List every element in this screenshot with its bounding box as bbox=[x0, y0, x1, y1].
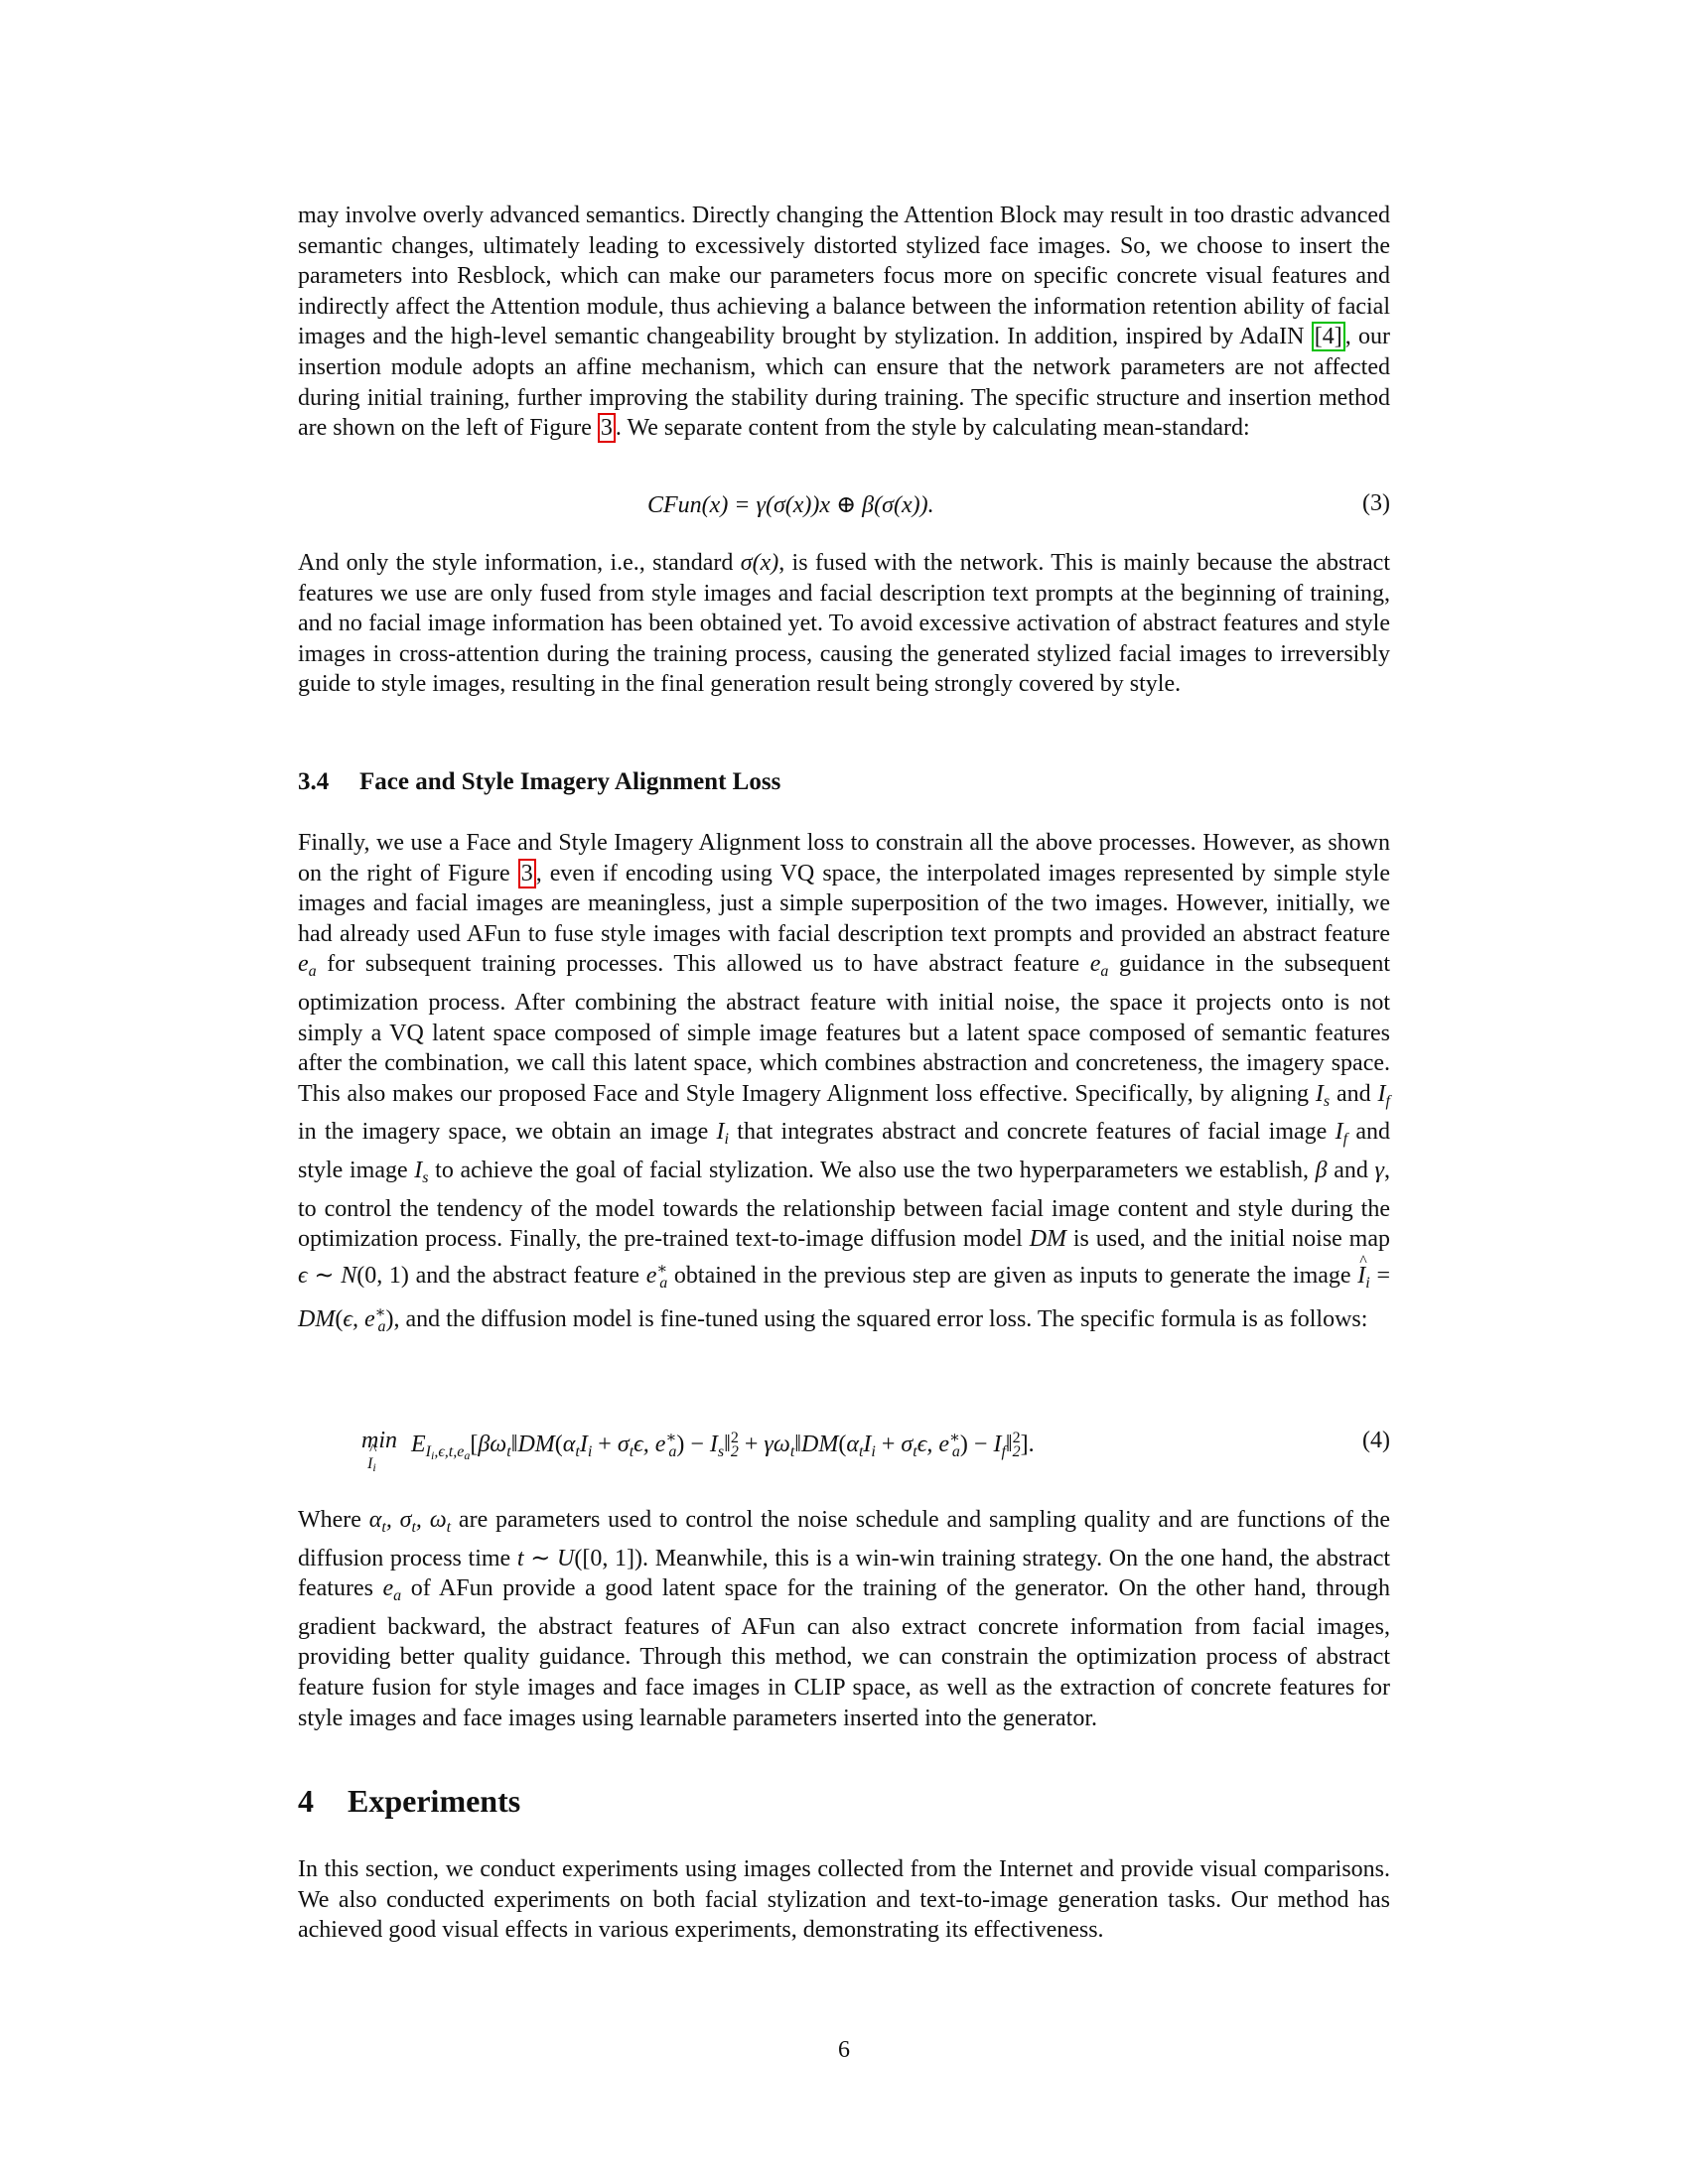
para-text: In this section, we conduct experiments using images collected from the Internet and provide visual comparisons. We also conducted experiments on both facial stylization and text-to-image generation tasks. Our method has achieved good visual effects in various experiments, demonstrating its effectiveness. bbox=[298, 1856, 1390, 1944]
inline-math: DM bbox=[1029, 1226, 1067, 1253]
para-text: And only the style information, i.e., standard bbox=[298, 550, 741, 576]
para-text: and style image bbox=[298, 1119, 1391, 1183]
para-text: . We separate content from the style by calculating mean-standard: bbox=[615, 415, 1250, 442]
paragraph-experiments-intro bbox=[298, 1854, 1390, 1946]
section-number: 4 bbox=[298, 1783, 314, 1819]
para-text: Where bbox=[298, 1507, 369, 1533]
figure-link[interactable]: 3 bbox=[598, 413, 616, 443]
para-text: and bbox=[1330, 1080, 1378, 1107]
citation-link[interactable]: [4] bbox=[1312, 322, 1345, 351]
inline-math: t ∼ U([0, 1]) bbox=[516, 1545, 643, 1571]
para-text: . Meanwhile, this is a win-win training strategy. On the one hand, the abstract features bbox=[298, 1545, 1391, 1602]
inline-math: $e_a$ bbox=[1089, 951, 1109, 981]
para-text: , even if encoding using VQ space, the interpolated images represented by simple style images and facial images are meaningless, just a simple superposition of the two images. However, initially, we had already used AFun to fuse style images with facial description text prompts and provided an abstract feature bbox=[298, 860, 1390, 947]
paragraph-resblock bbox=[298, 201, 1390, 444]
para-text: is used, and the initial noise map bbox=[1066, 1226, 1390, 1253]
paragraph-style-info bbox=[298, 548, 1390, 700]
para-text: that integrates abstract and concrete features of facial image bbox=[728, 1119, 1336, 1146]
inline-math: $I_s$ bbox=[414, 1157, 429, 1186]
para-text: obtained in the previous step are given as inputs to generate the image bbox=[667, 1262, 1358, 1289]
section-title: Experiments bbox=[348, 1783, 521, 1819]
inline-math: $\alpha_t$, $\sigma_t$, $\omega_t$ bbox=[368, 1507, 452, 1536]
equation-3-formula: CFun(x) = γ(σ(x))x ⊕ β(σ(x)). bbox=[647, 492, 934, 518]
inline-math: $e^∗_a$ bbox=[645, 1260, 668, 1292]
section-title: Face and Style Imagery Alignment Loss bbox=[359, 768, 781, 795]
equation-4-formula: $E_{Ii,\epsilon,t,ea}[\beta\omega_t‖DM(\alpha_tI_i + \sigma_t\epsilon$, $e^∗_a$) − $I_s‖^2_2$ + $\gamma\omega_t‖DM(\alpha_tI_i + \sigma_t\epsilon$, $e^∗_a$) − $I_f‖^2_2$]. bbox=[411, 1430, 1035, 1462]
inline-math: γ bbox=[1374, 1157, 1385, 1183]
paragraph-alignment-loss bbox=[298, 828, 1390, 1343]
figure-link[interactable]: 3 bbox=[518, 859, 536, 888]
para-text: , and the diffusion model is fine-tuned using the squared error loss. The specific formula is as follows: bbox=[393, 1306, 1368, 1333]
inline-math: $I_s$ bbox=[1315, 1080, 1331, 1110]
inline-math: ϵ ∼ N(0, 1) bbox=[298, 1262, 409, 1289]
inline-math: β bbox=[1315, 1157, 1328, 1183]
inline-math: $I_i$ bbox=[716, 1119, 729, 1149]
inline-math: $I_f$ bbox=[1335, 1119, 1348, 1149]
para-text: may involve overly advanced semantics. Directly changing the Attention Block may result in too drastic advanced semantic changes, ultimately leading to excessively distorted stylized face images. So, we choose to insert the parameters into Resblock, which can make our parameters focus more on specific concrete visual features and indirectly affect the Attention module, thus achieving a balance between the information retention ability of facial images and the high-level semantic changeability brought by stylization. In addition, inspired by AdaIN bbox=[298, 203, 1390, 350]
inline-math: ^ $I_i = DM(\epsilon$, $e^∗_a$) bbox=[298, 1263, 1390, 1333]
para-text: , our insertion module adopts an affine mechanism, which can ensure that the network parameters are not affected during initial training, further improving the stability during training. The specific structure and insertion method are shown on the left of Figure bbox=[298, 324, 1391, 442]
section-number: 3.4 bbox=[298, 768, 330, 795]
para-text: for subsequent training processes. This allowed us to have abstract feature bbox=[316, 951, 1090, 978]
para-text: in the imagery space, we obtain an image bbox=[298, 1119, 717, 1146]
paragraph-noise-schedule bbox=[298, 1505, 1390, 1733]
para-text: and the abstract feature bbox=[408, 1262, 646, 1289]
para-text: Finally, we use a Face and Style Imagery Alignment loss to constrain all the above processes. However, as shown on the right of Figure bbox=[298, 830, 1390, 887]
equation-4-min: min ^ Ii bbox=[361, 1428, 397, 1454]
equation-4 bbox=[298, 1428, 1390, 1483]
para-text: are parameters used to control the noise schedule and sampling quality and are functions of the diffusion process time bbox=[298, 1507, 1390, 1571]
para-text: , to control the tendency of the model towards the relationship between facial image content and style during the optimization process. Finally, the pre-trained text-to-image diffusion model bbox=[298, 1157, 1391, 1253]
equation-4-number: (4) bbox=[1362, 1428, 1390, 1453]
inline-math: σ(x) bbox=[740, 550, 779, 576]
para-text: guidance in the subsequent optimization process. After combining the abstract feature with initial noise, the space it projects onto is not simply a VQ latent space composed of simple image features but a latent space composed of semantic features after the combination, we call this latent space, which combines abstraction and concreteness, the imagery space. This also makes our proposed Face and Style Imagery Alignment loss effective. Specifically, by aligning bbox=[298, 951, 1390, 1107]
para-text: of AFun provide a good latent space for the training of the generator. On the other hand, through gradient backward, the abstract features of AFun can also extract concrete information from facial images, providing better quality guidance. Through this method, we can constrain the optimization process of abstract feature fusion for style images and face images in CLIP space, as well as the extraction of concrete features for style images and face images using learnable parameters inserted into the generator. bbox=[298, 1575, 1390, 1731]
para-text: , is fused with the network. This is mainly because the abstract features we use are only fused from style images and facial description text prompts at the beginning of training, and no facial image information has been obtained yet. To avoid excessive activation of abstract features and style images in cross-attention during the training process, causing the generated stylized facial images to irreversibly guide to style images, resulting in the final generation result being strongly covered by style. bbox=[298, 550, 1390, 698]
page-number: 6 bbox=[838, 2037, 850, 2063]
section-heading-4 bbox=[298, 1783, 520, 1820]
para-text: and bbox=[1327, 1157, 1375, 1183]
inline-math: $I_f$ bbox=[1377, 1080, 1390, 1110]
section-heading-3-4 bbox=[298, 768, 780, 796]
equation-3-number: (3) bbox=[1362, 490, 1390, 516]
para-text: to achieve the goal of facial stylization. We also use the two hyperparameters we establish, bbox=[428, 1157, 1316, 1183]
inline-math: $e_a$ bbox=[382, 1575, 402, 1605]
inline-math: $e_a$ bbox=[298, 951, 317, 981]
equation-3 bbox=[298, 490, 1390, 524]
